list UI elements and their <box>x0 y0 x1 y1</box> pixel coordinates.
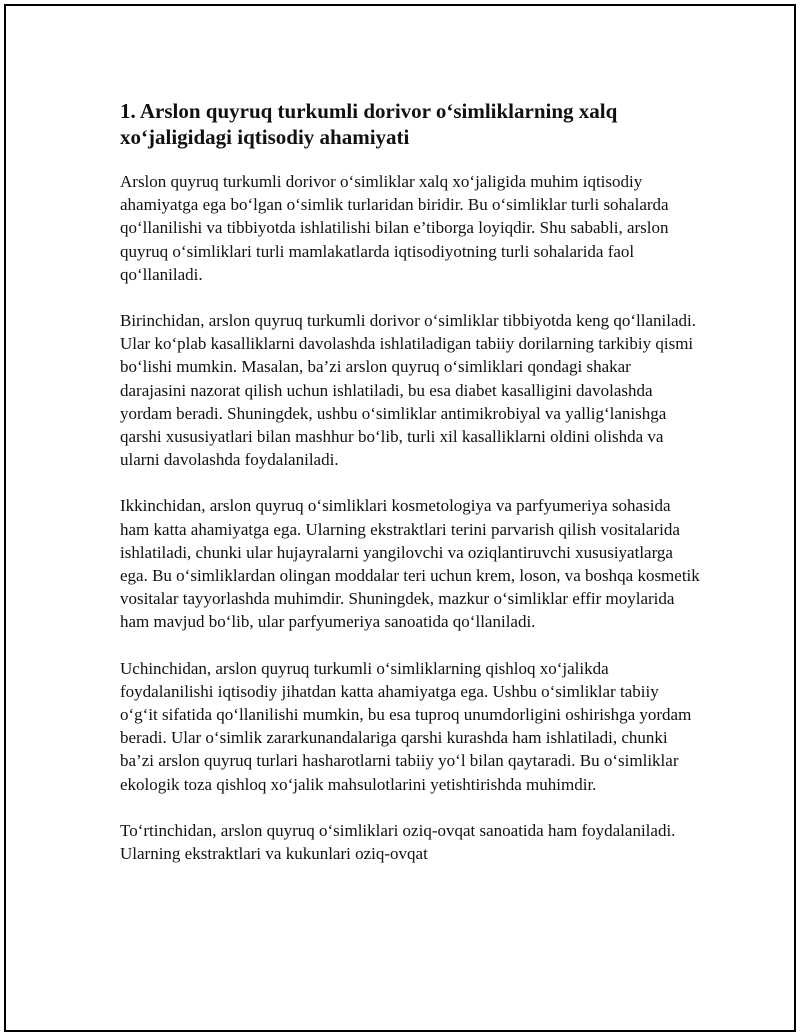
document-body <box>120 98 700 888</box>
paragraph-cosmetology: Ikkinchidan, arslon quyruq o‘simliklari kosmetologiya va parfyumeriya sohasida ham katta ahamiyatga ega. Ularning ekstraktlari terini parvarish qilish vositalarida ishlatiladi, chunki ular hujayralarni yangilovchi va oziqlantiruvchi xususiyatlarga ega. Bu o‘simliklardan olingan moddalar teri uchun krem, loson, va boshqa kosmetik vositalar tayyorlashda muhimdir. Shuningdek, mazkur o‘simliklar effir moylarida ham mavjud bo‘lib, ular parfyumeriya sanoatida qo‘llaniladi. <box>120 496 700 632</box>
paragraph-agriculture: Uchinchidan, arslon quyruq turkumli o‘simliklarning qishloq xo‘jalikda foydalanilishi iqtisodiy jihatdan katta ahamiyatga ega. Ushbu o‘simliklar tabiiy o‘g‘it sifatida qo‘llanilishi mumkin, bu esa tuproq unumdorligini oshirishga yordam beradi. Ular o‘simlik zararkunandalariga qarshi kurashda ham ishlatiladi, chunki ba’zi arslon quyruq turlari hasharotlarni tabiiy yo‘l bilan qaytaradi. Bu o‘simliklar ekologik toza qishloq xo‘jalik mahsulotlarini yetishtirishda muhimdir. <box>120 658 692 794</box>
paragraph-intro: Arslon quyruq turkumli dorivor o‘simliklar xalq xo‘jaligida muhim iqtisodiy ahamiyatga ega bo‘lgan o‘simlik turlaridan biridir. Bu o‘simliklar turli sohalarda qo‘llanilishi va tibbiyotda ishlatilishi bilan e’tiborga loyiqdir. Shu sababli, arslon quyruq o‘simliklari turli mamlakatlarda iqtisodiyotning turli sohalarida faol qo‘llaniladi. <box>120 172 669 284</box>
paragraph-medicine: Birinchidan, arslon quyruq turkumli dorivor o‘simliklar tibbiyotda keng qo‘llaniladi. Ular ko‘plab kasalliklarni davolashda ishlatiladigan tabiiy dorilarning tarkibiy qismi bo‘lishi mumkin. Masalan, ba’zi arslon quyruq o‘simliklari qondagi shakar darajasini nazorat qilish uchun ishlatiladi, bu esa diabet kasalligini davolashda yordam beradi. Shuningdek, ushbu o‘simliklar antimikrobiyal va yallig‘lanishga qarshi xususiyatlari bilan mashhur bo‘lib, turli xil kasalliklarni oldini olishda va ularni davolashda foydalaniladi. <box>120 311 697 470</box>
paragraph-food-industry: To‘rtinchidan, arslon quyruq o‘simliklari oziq-ovqat sanoatida ham foydalaniladi. Ularning ekstraktlari va kukunlari oziq-ovqat <box>120 820 676 864</box>
section-heading: 1. Arslon quyruq turkumli dorivor o‘simliklarning xalq xo‘jaligidagi iqtisodiy ahamiyati <box>120 99 618 149</box>
document-page <box>4 4 796 1032</box>
